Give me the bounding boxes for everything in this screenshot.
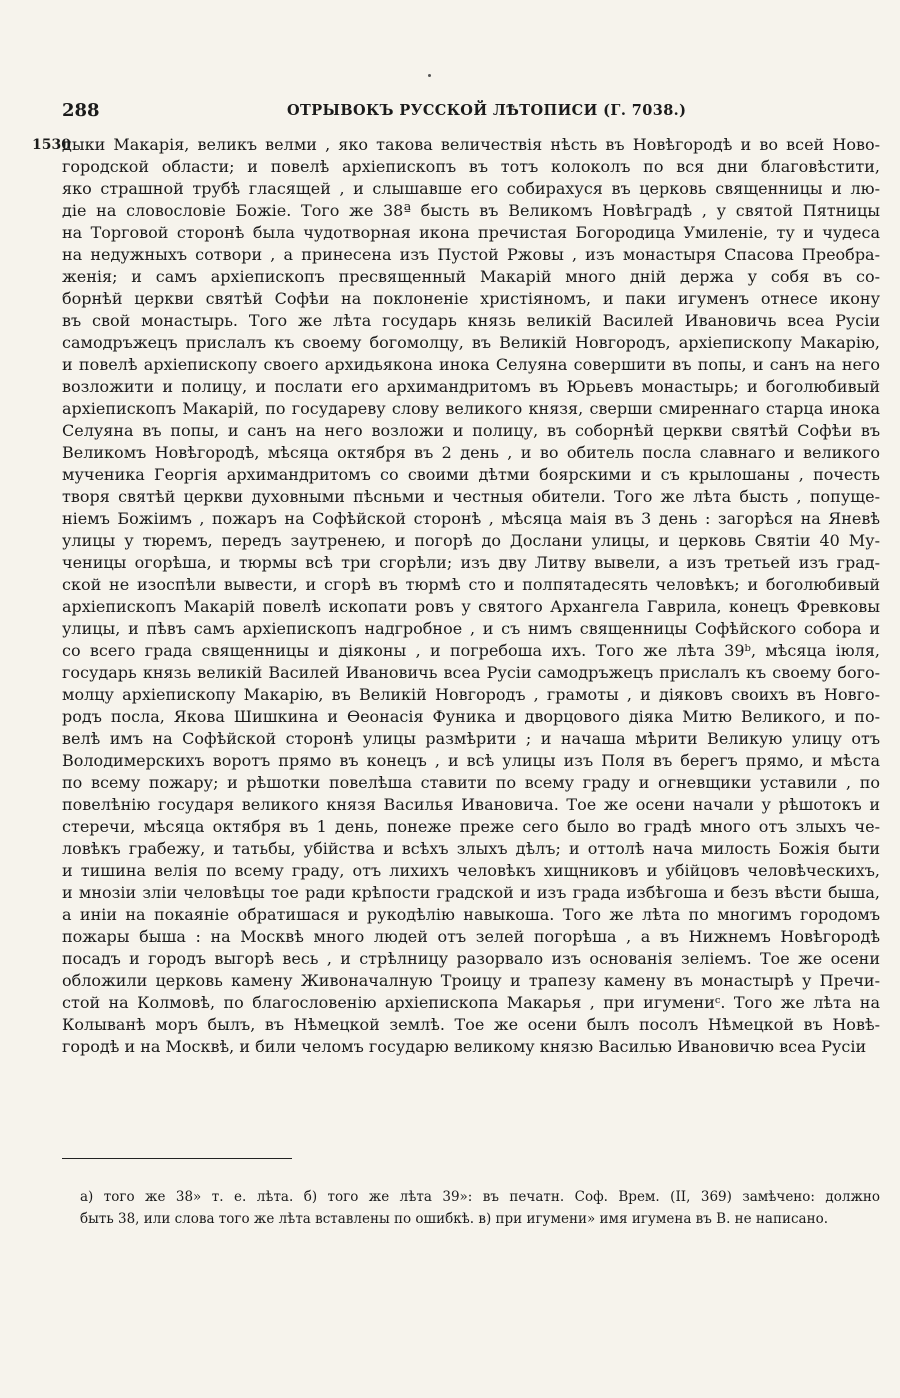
margin-year-note: 1530: [32, 137, 71, 153]
text-line: и мнозіи зліи человѣцы тое ради крѣпости градской и изъ града избѣгоша и безъ вѣсти быша,: [62, 883, 880, 902]
text-line: мученика Георгія архимандритомъ со своими дѣтми боярскими и съ крылошаны , почесть: [62, 465, 880, 484]
text-line: діе на словословіе Божіе. Того же 38ª бысть въ Великомъ Новѣградѣ , у святой Пятницы: [62, 201, 880, 220]
text-line: а иніи на покаяніе обратишася и рукодѣлію навыкоша. Того же лѣта по многимъ городомъ: [62, 905, 880, 924]
text-line: Селуяна въ попы, и санъ на него возложи и полицу, въ соборнѣй церкви святѣй Софѣи въ: [62, 421, 880, 440]
text-line: городской области; и повелѣ архіепископъ въ тотъ колоколъ по вся дни благовѣстити,: [62, 157, 880, 176]
text-line: родъ посла, Якова Шишкина и Өеонасія Фуника и дворцового діяка Митю Великого, и по-: [62, 707, 880, 726]
text-line: на Торговой сторонѣ была чудотворная икона пречистая Богородица Умиленіе, ту и чудеса: [62, 223, 880, 242]
text-line: по всему пожару; и рѣшотки повелѣша ставити по всему граду и огневщики уставили , по: [62, 773, 880, 792]
text-line: повелѣнію государя великого князя Василья Ивановича. Тое же осени начали у рѣшотокъ и: [62, 795, 880, 814]
text-line: стой на Колмовѣ, по благословенію архіепископа Макарья , при игумениᶜ. Того же лѣта на: [62, 993, 880, 1012]
page-header: [62, 100, 880, 126]
text-line: стеречи, мѣсяца октября въ 1 день, понеже преже сего было во градѣ много отъ злыхъ че-: [62, 817, 880, 836]
print-speck: [428, 74, 431, 77]
footnote-line: а) того же 38» т. е. лѣта. б) того же лѣта 39»: въ печатн. Соф. Врем. (II, 369) замѣчено: должно: [80, 1189, 880, 1205]
text-line: улицы, и пѣвъ самъ архіепископъ надгробное , и съ нимъ священницы Софѣйского собора и: [62, 619, 880, 638]
text-line: на недужныхъ сотвори , а принесена изъ Пустой Ржовы , изъ монастыря Спасова Преобра-: [62, 245, 880, 264]
text-line: Колыванѣ моръ былъ, въ Нѣмецкой землѣ. Тое же осени былъ посолъ Нѣмецкой въ Новѣ-: [62, 1015, 880, 1034]
text-line: въ свой монастырь. Того же лѣта государь князь великiй Василей Ивановичь всеа Русіи: [62, 311, 880, 330]
text-line: архіепископъ Макарій, по государеву слову великого князя, сверши смиреннаго старца инока: [62, 399, 880, 418]
page-number: 288: [62, 100, 100, 121]
text-line: дыки Макарія, великъ велми , яко такова величествія нѣсть въ Новѣгородѣ и во всей Ново-: [62, 135, 880, 154]
text-line: улицы у тюремъ, передъ заутренею, и погорѣ до Дослани улицы, и церковь Святіи 40 Му-: [62, 531, 880, 550]
text-line: архіепископъ Макарій повелѣ ископати ровъ у святого Архангела Гаврила, конецъ Фревковы: [62, 597, 880, 616]
text-line: ченицы огорѣша, и тюрмы всѣ три сгорѣли; изъ дву Литву вывели, а изъ третьей изъ град-: [62, 553, 880, 572]
text-line: и повелѣ архіепископу своего архидьякона инока Селуяна совершити въ попы, и санъ на него: [62, 355, 880, 374]
text-line: самодръжецъ прислалъ къ своему богомолцу, въ Великiй Новгородъ, архіепископу Макарію,: [62, 333, 880, 352]
text-line: Володимерскихъ воротъ прямо въ конецъ , и всѣ улицы изъ Поля въ берегъ прямо, и мѣста: [62, 751, 880, 770]
footnotes: [80, 1186, 880, 1230]
text-line: обложили церковь камену Живоначалную Троицу и трапезу камену въ монастырѣ у Пречи-: [62, 971, 880, 990]
chronicle-text: [62, 134, 880, 1058]
text-line: возложити и полицу, и послати его архимандритомъ въ Юрьевъ монастырь; и боголюбивый: [62, 377, 880, 396]
text-line: посадъ и городъ выгорѣ весь , и стрѣлницу разорвало изъ основанія зеліемъ. Тое же осени: [62, 949, 880, 968]
running-title: ОТРЫВОКЪ РУССКОЙ ЛѢТОПИСИ (Г. 7038.): [287, 102, 687, 119]
text-line: государь князь великiй Василей Ивановичь всеа Русіи самодръжецъ прислалъ къ своему бого-: [62, 663, 880, 682]
text-line: яко страшной трубѣ гласящей , и слышавше его собирахуся въ церковь священницы и лю-: [62, 179, 880, 198]
footnote-line: быть 38, или слова того же лѣта вставлены по ошибкѣ. в) при игумени» имя игумена въ В. не написано.: [80, 1211, 828, 1227]
text-line: и тишина велія по всему граду, отъ лихихъ человѣкъ хищниковъ и убійцовъ человѣческихъ,: [62, 861, 880, 880]
text-line: Великомъ Новѣгородѣ, мѣсяца октября въ 2 день , и во обитель посла славнаго и великого: [62, 443, 880, 462]
text-line: ловѣкъ грабежу, и татьбы, убійства и всѣхъ злыхъ дѣлъ; и оттолѣ нача милость Божія быти: [62, 839, 880, 858]
text-line: борнѣй церкви святѣй Софѣи на поклоненіе христіяномъ, и паки игуменъ отнесе икону: [62, 289, 880, 308]
text-line: ской не изоспѣли вывести, и сгорѣ въ тюрмѣ сто и полпятадесять человѣкъ; и боголюбивый: [62, 575, 880, 594]
text-line: пожары быша : на Москвѣ много людей отъ зелей погорѣша , а въ Нижнемъ Новѣгородѣ: [62, 927, 880, 946]
text-line: женія; и самъ архіепископъ пресвященный Макарій много днiй держа у собя въ со-: [62, 267, 880, 286]
text-line: велѣ имъ на Софѣйской сторонѣ улицы размѣрити ; и начаша мѣрити Великую улицу отъ: [62, 729, 880, 748]
text-line: молцу архіепископу Макарію, въ Великiй Новгородъ , грамоты , и діяковъ своихъ въ Новго-: [62, 685, 880, 704]
text-line: городѣ и на Москвѣ, и били челомъ государю великому князю Василью Ивановичю всеа Русіи: [62, 1037, 867, 1056]
text-line: со всего града священницы и діяконы , и погребоша ихъ. Того же лѣта 39ᵇ, мѣсяца іюля,: [62, 641, 880, 660]
text-line: творя святѣй церкви духовными пѣсньми и честныя обители. Того же лѣта бысть , попуще-: [62, 487, 880, 506]
text-line: ніемъ Божіимъ , пожаръ на Софѣйской сторонѣ , мѣсяца маія въ 3 день : загорѣся на Яневѣ: [62, 509, 880, 528]
footnote-separator: [62, 1158, 292, 1159]
